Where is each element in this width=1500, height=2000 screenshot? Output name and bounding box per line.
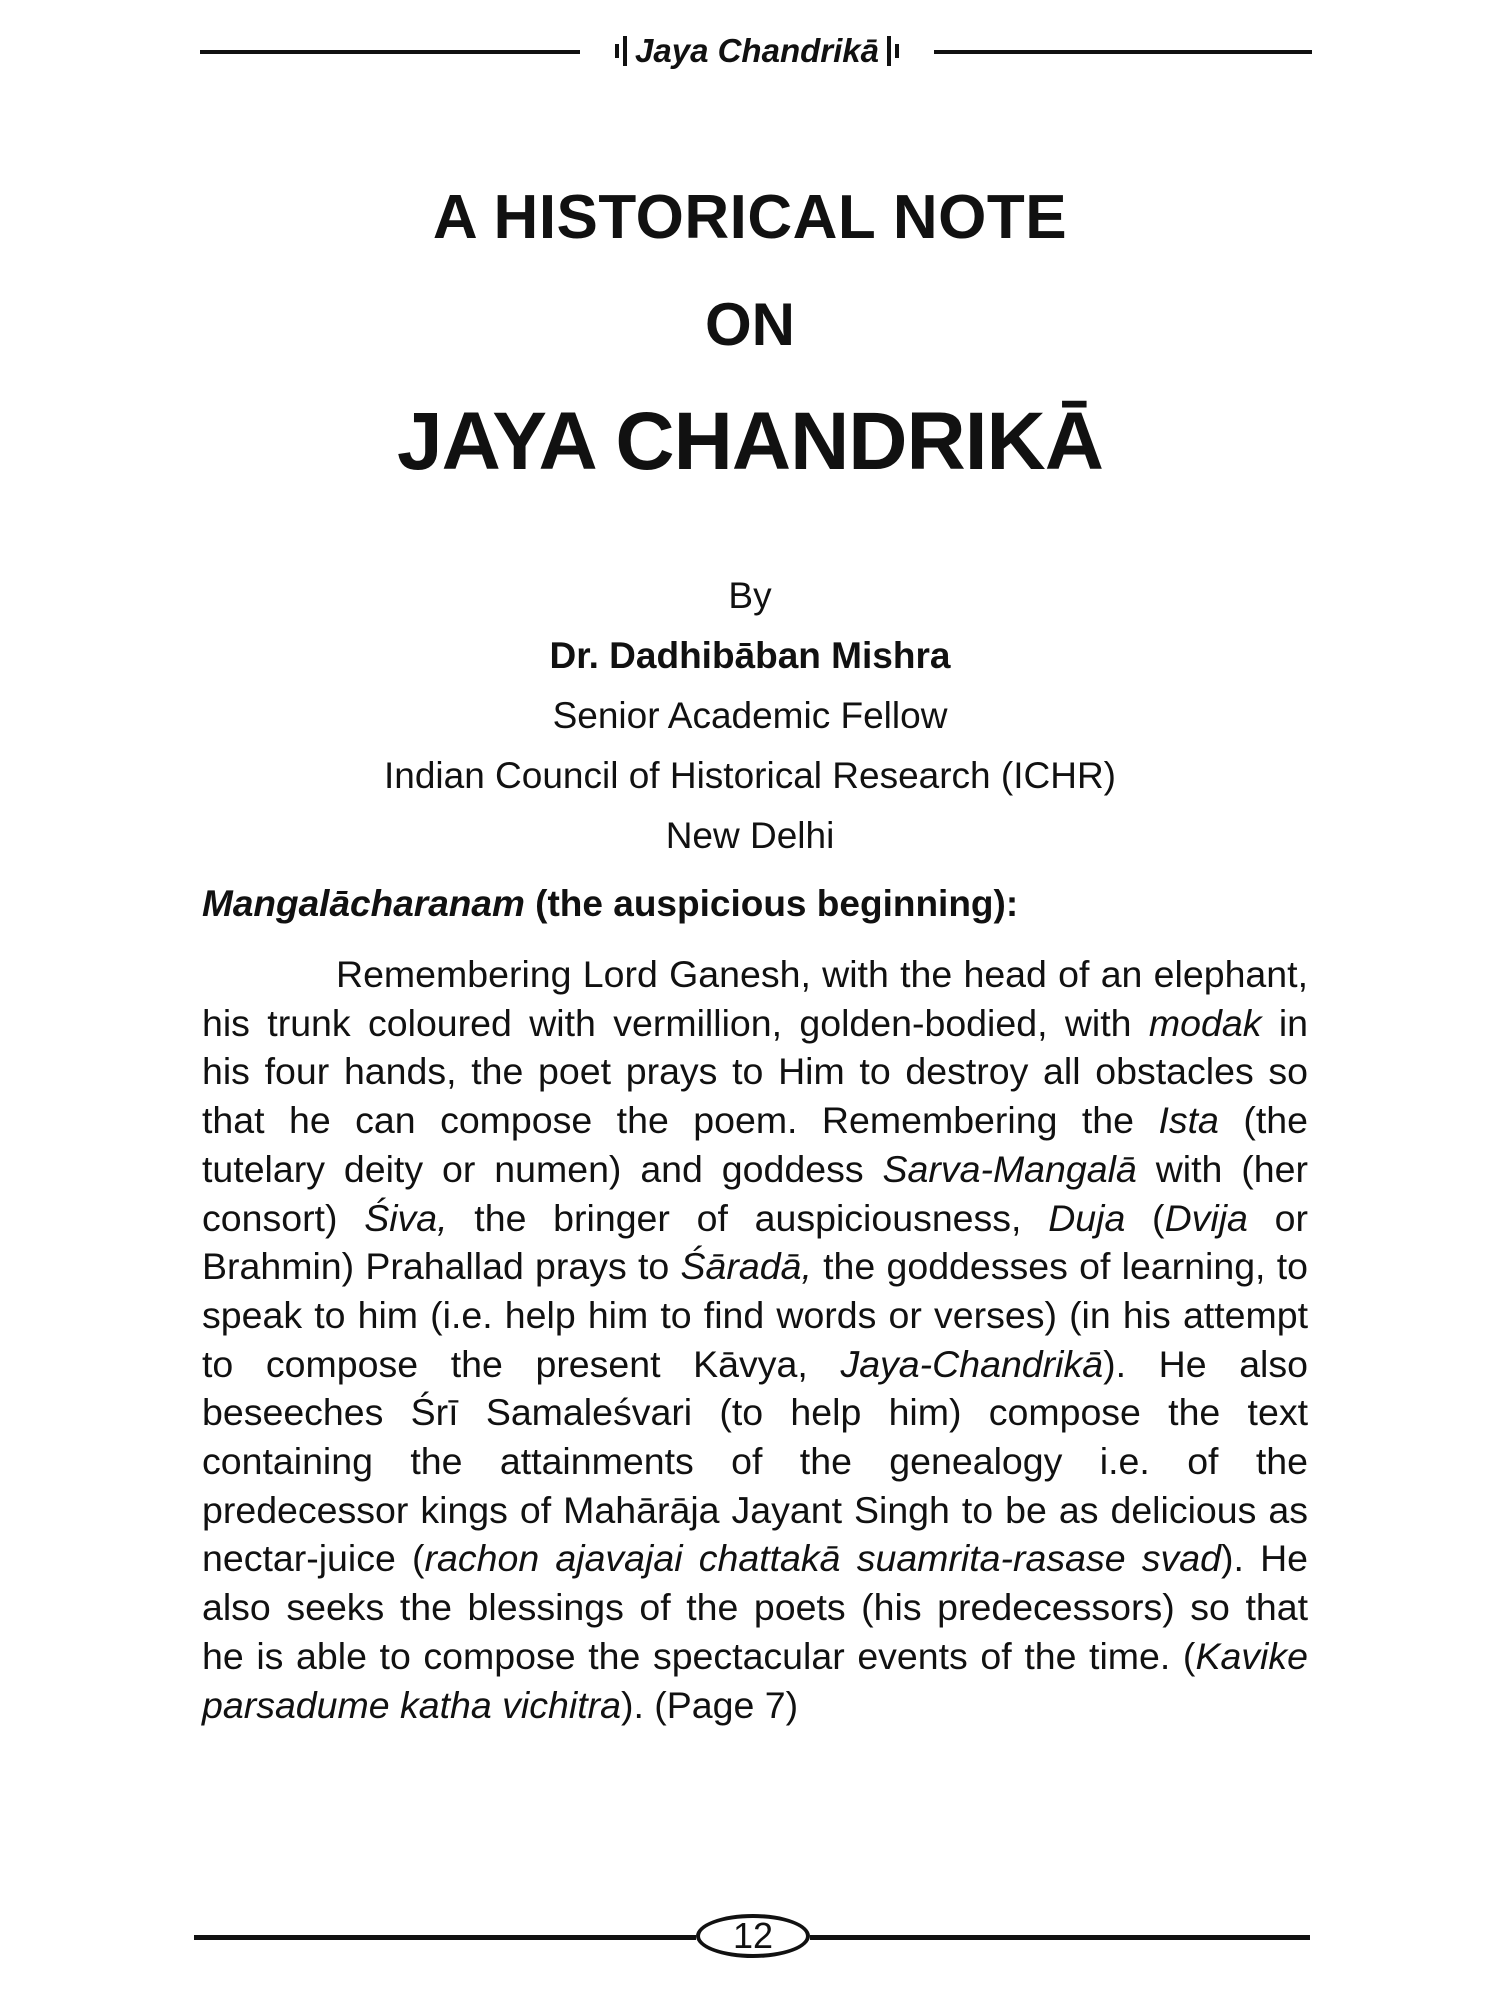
paragraph-run: ). He also beseeches Śrī Samaleśvari (to help him) compose the text containing the attainments of the genealogy i.e. of the predecessor kings of Mahārāja Jayant Singh to be as delicious as nectar-juice ( <box>202 1342 1308 1580</box>
italic-term: Sarva-Mangalā <box>882 1147 1137 1190</box>
title-line-2: ON <box>705 291 795 358</box>
author-name: Dr. Dadhibāban Mishra <box>549 635 951 676</box>
paragraph-run: the goddesses of learning, to speak to him (i.e. help him to find words or verses) (in his attempt to compose the present Kāvya, <box>202 1245 1308 1385</box>
italic-term: Śiva, <box>364 1196 448 1239</box>
italic-term: Śāradā, <box>680 1245 812 1288</box>
title-line-3: JAYA CHANDRIKĀ <box>397 396 1103 487</box>
author-institution: Indian Council of Historical Research (ICHR) <box>383 755 1117 796</box>
italic-term: Ista <box>1158 1099 1219 1142</box>
author-position: Senior Academic Fellow <box>552 695 948 736</box>
paragraph-run: in his four hands, the poet prays to Him to destroy all obstacles so that he can compose the poem. Remembering the <box>202 1001 1309 1142</box>
footer-rule-left <box>194 1935 696 1940</box>
italic-term: Dvija <box>1164 1196 1248 1239</box>
running-title: Jaya Chandrikā <box>635 32 879 69</box>
footer-rule-right <box>810 1935 1310 1940</box>
section-heading <box>202 883 1018 925</box>
paragraph-run: ). (Page 7) <box>620 1683 799 1726</box>
italic-term: rachon ajavajai chattakā suamrita-rasase svad <box>424 1537 1221 1580</box>
paragraph-run: (the tutelary deity or numen) and goddess <box>202 1099 1308 1190</box>
header-rule-left <box>200 50 580 54</box>
header-ornament-left <box>615 36 627 66</box>
paragraph-run: the bringer of auspiciousness, <box>447 1196 1049 1239</box>
paragraph-run: ( <box>1125 1196 1165 1239</box>
title-line-1: A HISTORICAL NOTE <box>432 183 1068 252</box>
section-heading-rest: (the auspicious beginning): <box>524 883 1019 924</box>
page-footer <box>194 1912 1310 1962</box>
paragraph-run: ). He also seeks the blessings of the poets (his predecessors) so that he is able to compose the spectacular events of the time. ( <box>202 1537 1309 1677</box>
italic-term: Duja <box>1048 1196 1126 1239</box>
header-rule-right <box>934 50 1312 54</box>
italic-term: Kavike parsadume katha vichitra <box>202 1634 1308 1726</box>
byline-by: By <box>728 575 772 616</box>
paragraph-run: Remembering Lord Ganesh, with the head of an elephant, his trunk coloured with vermillion, golden-bodied, with <box>202 953 1308 1044</box>
section-heading-italic: Mangalācharanam <box>202 883 525 924</box>
running-header <box>200 26 1312 76</box>
header-ornament-right <box>887 36 899 66</box>
paragraph-run: with (her consort) <box>202 1147 1308 1239</box>
italic-term: Jaya-Chandrikā <box>840 1342 1104 1385</box>
paragraph-run: or Brahmin) Prahallad prays to <box>202 1196 1308 1288</box>
author-city: New Delhi <box>665 815 835 856</box>
italic-term: modak <box>1148 1001 1262 1044</box>
running-title-wrap <box>580 26 934 76</box>
page-number: 12 <box>696 1914 810 1958</box>
body-paragraph <box>202 950 1308 1729</box>
